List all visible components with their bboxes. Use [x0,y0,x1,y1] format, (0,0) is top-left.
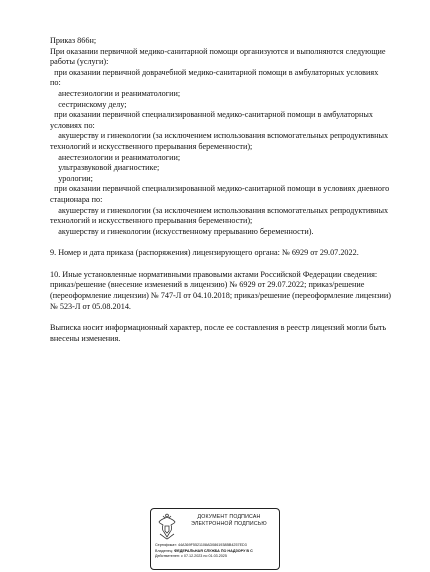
text-line: анестезиологии и реаниматологии; [50,88,181,98]
stamp-validity [155,554,277,560]
coat-of-arms-icon [156,513,178,541]
text-line: урологии; [50,173,93,183]
certificate-value: 44A369F5521108AD0861938BB4257ED3 [177,543,247,547]
document-body [50,36,396,344]
stamp-title-line: ДОКУМЕНТ ПОДПИСАН [197,514,261,520]
text-line: Приказ 866н; [50,36,97,45]
text-line: (переоформление лицензии) № 747-Л от 04.10.2018; приказ/решение (переоформление лицензии) [50,291,391,301]
stamp-details [155,543,277,560]
owner-label: Владелец: [155,548,175,553]
text-line: Выписка носит информационный характер, после ее составления в реестр лицензий могли быть [50,323,387,333]
text-line: ультразвуковой диагностике; [50,163,160,173]
text-line: при оказании первичной специализированной медико-санитарной помощи в амбулаторных [50,110,373,120]
text-line: при оказании первичной доврачебной медико-санитарной помощи в амбулаторных условиях [50,67,379,77]
certificate-label: Сертификат: [155,543,178,547]
electronic-signature-stamp [150,508,280,570]
text-line: работы (услуги): [50,57,109,67]
disclaimer [50,323,396,344]
text-line: 10. Иные установленные нормативными правовыми актами Российской Федерации сведения: [50,269,378,279]
stamp-title-line: ЭЛЕКТРОННОЙ ПОДПИСЬЮ [191,520,267,527]
text-line: приказ/решение (внесение изменений в лицензию) № 6929 от 29.07.2022; приказ/решение [50,280,365,290]
owner-value: ФЕДЕРАЛЬНАЯ СЛУЖБА ПО НАДЗОРУ В С [174,548,253,553]
text-line: акушерству и гинекологии (за исключением использования вспомогательных репродуктивных [50,205,389,215]
stamp-title [181,514,277,528]
text-line: сестринскому делу; [50,99,127,109]
text-line: стационара по: [50,194,103,204]
valid-label: Действителен: [155,554,182,559]
item-9-license-order: 9. Номер и дата приказа (распоряжения) лицензирующего органа: № 6929 от 29.07.2022. [50,248,359,258]
text-line: акушерству и гинекологии (искусственному прерыванию беременности). [50,226,314,236]
text-line: № 523-Л от 05.08.2014. [50,301,131,311]
text-line: технологий и искусственного прерывания беременности); [50,216,253,226]
text-line: по: [50,78,61,88]
text-line: условиях по: [50,120,95,130]
text-line: При оказании первичной медико-санитарной помощи организуются и выполняются следующие [50,46,386,56]
text-line: акушерству и гинекологии (за исключением использования вспомогательных репродуктивных [50,131,389,141]
text-line: внесены изменения. [50,333,121,343]
text-line: анестезиологии и реаниматологии; [50,152,181,162]
text-line: технологий и искусственного прерывания беременности); [50,141,253,151]
item-10-other-info [50,270,396,312]
document-lines [50,36,396,237]
text-line: при оказании первичной специализированной медико-санитарной помощи в условиях дневного [50,184,390,194]
valid-value: с 07.12.2023 по 01.03.2025 [181,554,227,559]
